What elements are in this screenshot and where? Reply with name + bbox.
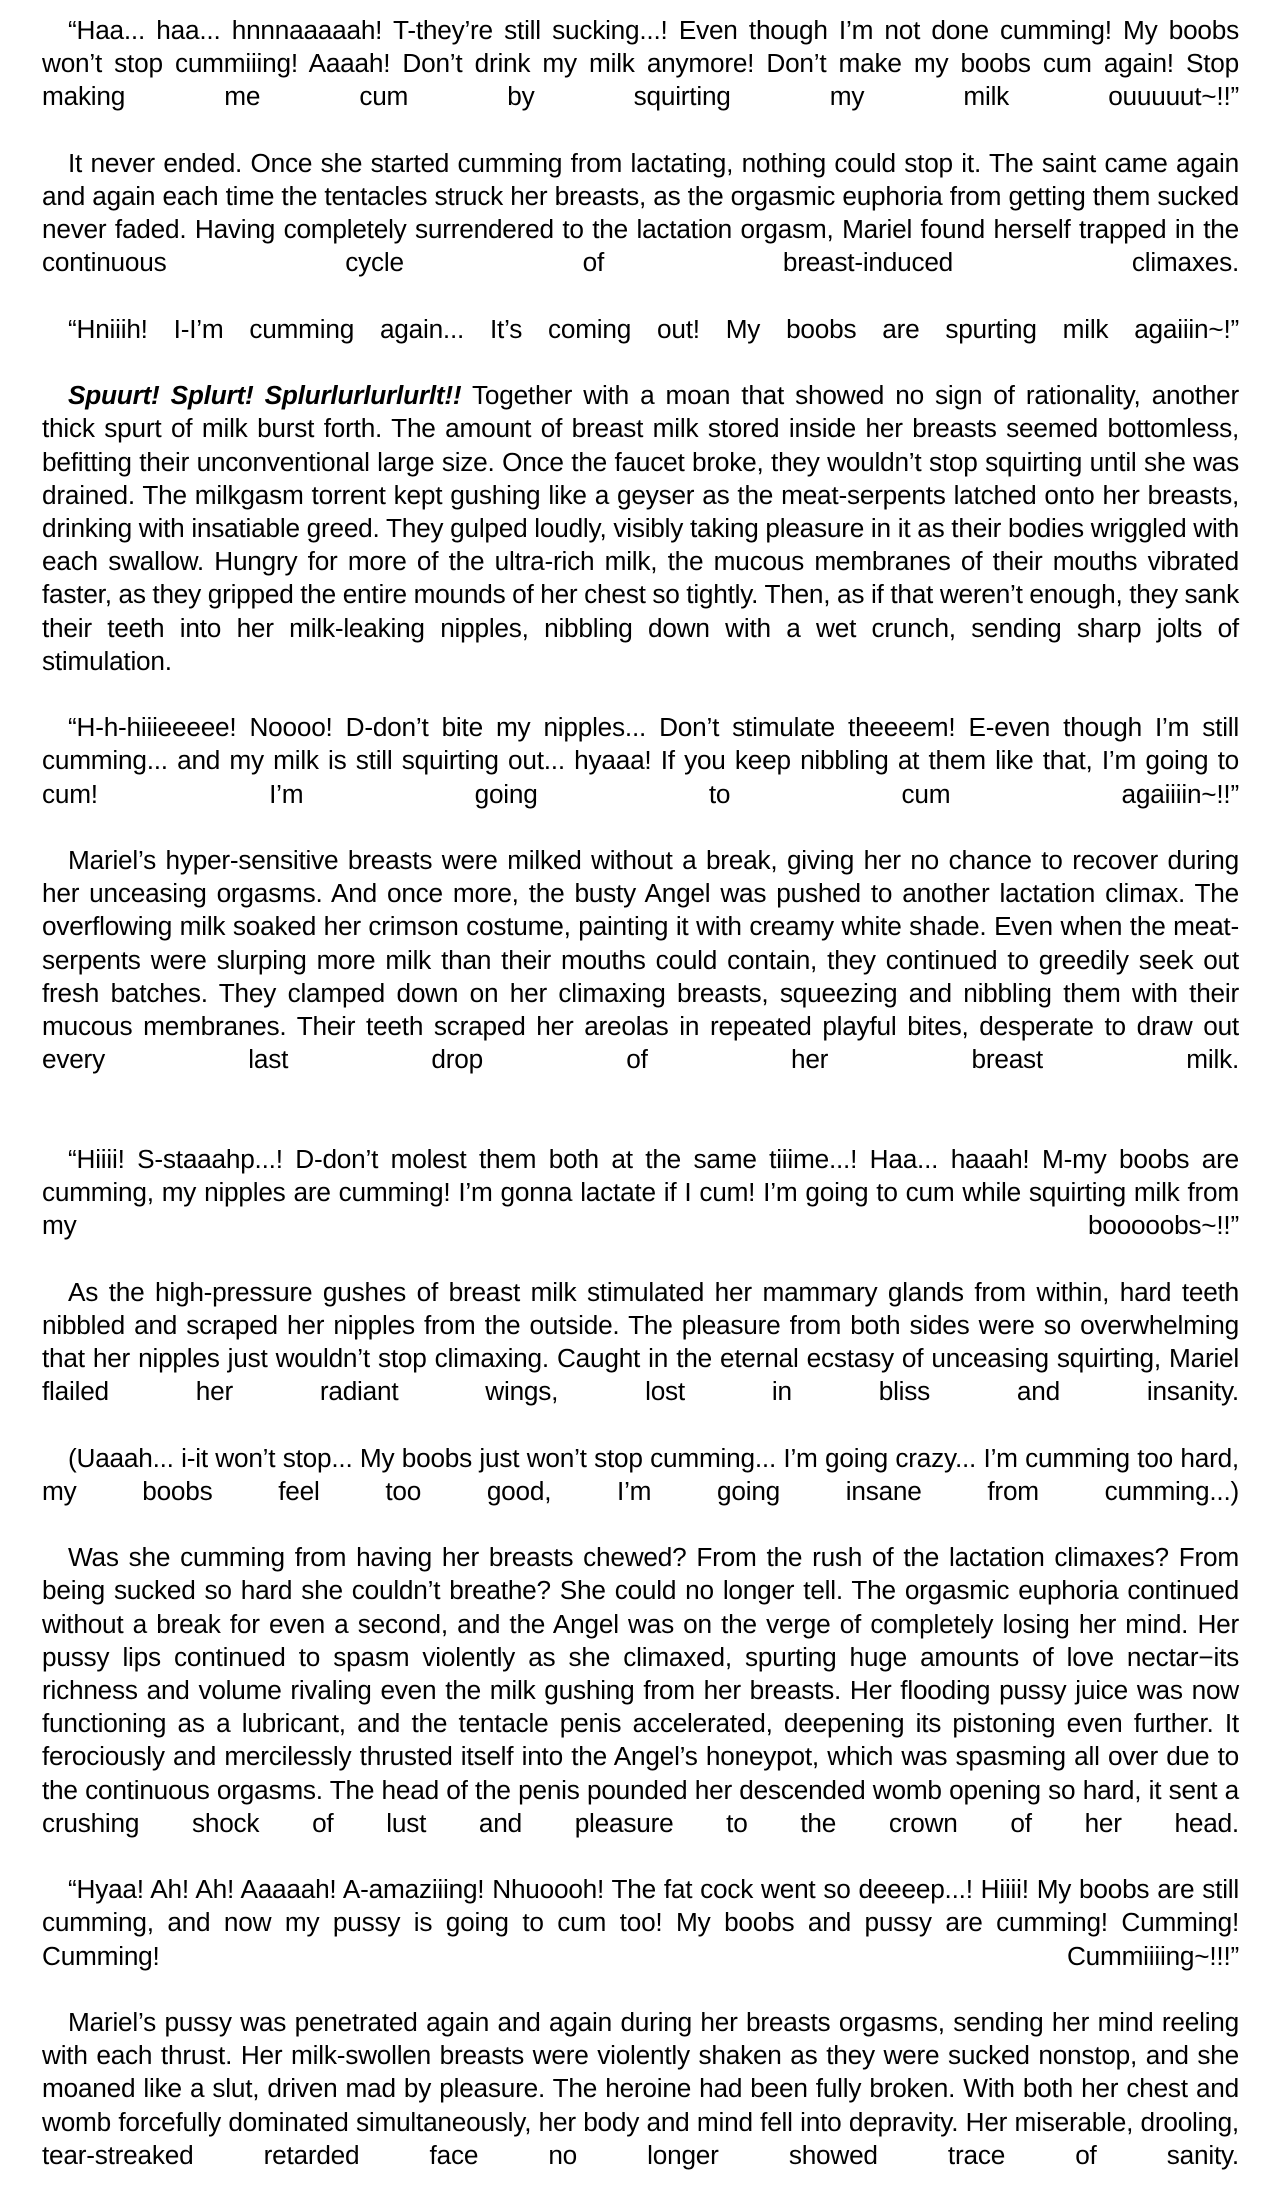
paragraph-spacer — [42, 1110, 1239, 1143]
paragraph-4 — [42, 379, 1239, 711]
paragraph-6: Mariel’s hyper-sensitive breasts were milked without a break, giving her no chance to recover during her unceasing orgasms. And once more, the busty Angel was pushed to another lactation climax. The overflowing milk soaked her crimson costume, painting it with creamy white shade. Even when the meat-serpents were slurping more milk than their mouths could contain, they continued to greedily seek out fresh batches. They clamped down on her climaxing breasts, squeezing and nibbling them with their mucous membranes. Their teeth scraped her areolas in repeated playful bites, desperate to draw out every last drop of her breast milk. — [42, 845, 1239, 1075]
paragraph-10: Was she cumming from having her breasts chewed? From the rush of the lactation climaxes? From being sucked so hard she couldn’t breathe? She could no longer tell. The orgasmic euphoria continued without a break for even a second, and the Angel was on the verge of completely losing her mind. Her pussy lips continued to spasm violently as she climaxed, spurting huge amounts of love nectar−its richness and volume rivaling even the milk gushing from her breasts. Her flooding pussy juice was now functioning as a lubricant, and the tentacle penis accelerated, deepening its pistoning even further. It ferociously and mercilessly thrusted itself into the Angel’s honeypot, which was spasming all over due to the continuous orgasms. The head of the penis pounded her descended womb opening so hard, it sent a crushing shock of lust and pleasure to the crown of her head. — [42, 1542, 1239, 1838]
onomatopoeia-lead: Spuurt! Splurt! Splurlurlurlurlt!! — [68, 380, 462, 411]
paragraph-4-body: Together with a moan that showed no sign of rationality, another thick spurt of milk burst forth. The amount of breast milk stored inside her breasts seemed bottomless, befitting their unconventional large size. Once the faucet broke, they wouldn’t stop squirting until she was drained. The milkgasm torrent kept gushing like a geyser as the meat-serpents latched onto her breasts, drinking with insatiable greed. They gulped loudly, visibly taking pleasure in it as their bodies wriggled with each swallow. Hungry for more of the ultra-rich milk, the mucous membranes of their mouths vibrated faster, as they gripped the entire mounds of her chest so tightly. Then, as if that weren’t enough, they sank their teeth into her milk-leaking nipples, nibbling down with a wet crunch, sending sharp jolts of stimulation. — [42, 380, 1239, 676]
document-text-body — [42, 14, 1239, 2205]
paragraph-12: Mariel’s pussy was penetrated again and again during her breasts orgasms, sending her mind reeling with each thrust. Her milk-swollen breasts were violently shaken as they were sucked nonstop, and she moaned like a slut, driven mad by pleasure. The heroine had been fully broken. With both her chest and womb forcefully dominated simultaneously, her body and mind fell into depravity. Her miserable, drooling, tear-streaked retarded face no longer showed trace of sanity. — [42, 2006, 1239, 2170]
paragraph-1: “Haa... haa... hnnnaaaaah! T-they’re still sucking...! Even though I’m not done cumming! My boobs won’t stop cummiiing! Aaaah! Don’t drink my milk anymore! Don’t make my boobs cum again! Stop making me cum by squirting my milk ouuuuut~!!” — [42, 15, 1239, 112]
paragraph-3: “Hniiih! I-I’m cumming again... It’s coming out! My boobs are spurting milk agaiiin~!” — [68, 313, 1239, 344]
paragraph-8: As the high-pressure gushes of breast milk stimulated her mammary glands from within, hard teeth nibbled and scraped her nipples from the outside. The pleasure from both sides were so overwhelming that her nipples just wouldn’t stop climaxing. Caught in the eternal ecstasy of unceasing squirting, Mariel flailed her radiant wings, lost in bliss and insanity. — [42, 1276, 1239, 1407]
paragraph-7: “Hiiii! S-staaahp...! D-don’t molest them both at the same tiiime...! Haa... haaah! M-my boobs are cumming, my nipples are cumming! I’m gonna lactate if I cum! I’m going to cum while squirting milk from my booooobs~!!” — [42, 1143, 1239, 1241]
paragraph-11: “Hyaa! Ah! Ah! Aaaaah! A-amaziiing! Nhuoooh! The fat cock went so deeeep...! Hiiii! My boobs are still cumming, and now my pussy is going to cum too! My boobs and pussy are cumming! Cumming! Cumming! Cummiiiing~!!!” — [42, 1874, 1239, 1971]
paragraph-2: It never ended. Once she started cumming from lactating, nothing could stop it. The saint came again and again each time the tentacles struck her breasts, as the orgasmic euphoria from getting them sucked never faded. Having completely surrendered to the lactation orgasm, Mariel found herself trapped in the continuous cycle of breast-induced climaxes. — [42, 147, 1239, 278]
paragraph-9: (Uaaah... i-it won’t stop... My boobs just won’t stop cumming... I’m going crazy... I’m cumming too hard, my boobs feel too good, I’m going insane from cumming...) — [42, 1442, 1239, 1506]
paragraph-5: “H-h-hiiieeeee! Noooo! D-don’t bite my nipples... Don’t stimulate theeeem! E-even though I’m still cumming... and my milk is still squirting out... hyaaa! If you keep nibbling at them like that, I’m going to cum! I’m going to cum agaiiiin~!!” — [42, 712, 1239, 809]
